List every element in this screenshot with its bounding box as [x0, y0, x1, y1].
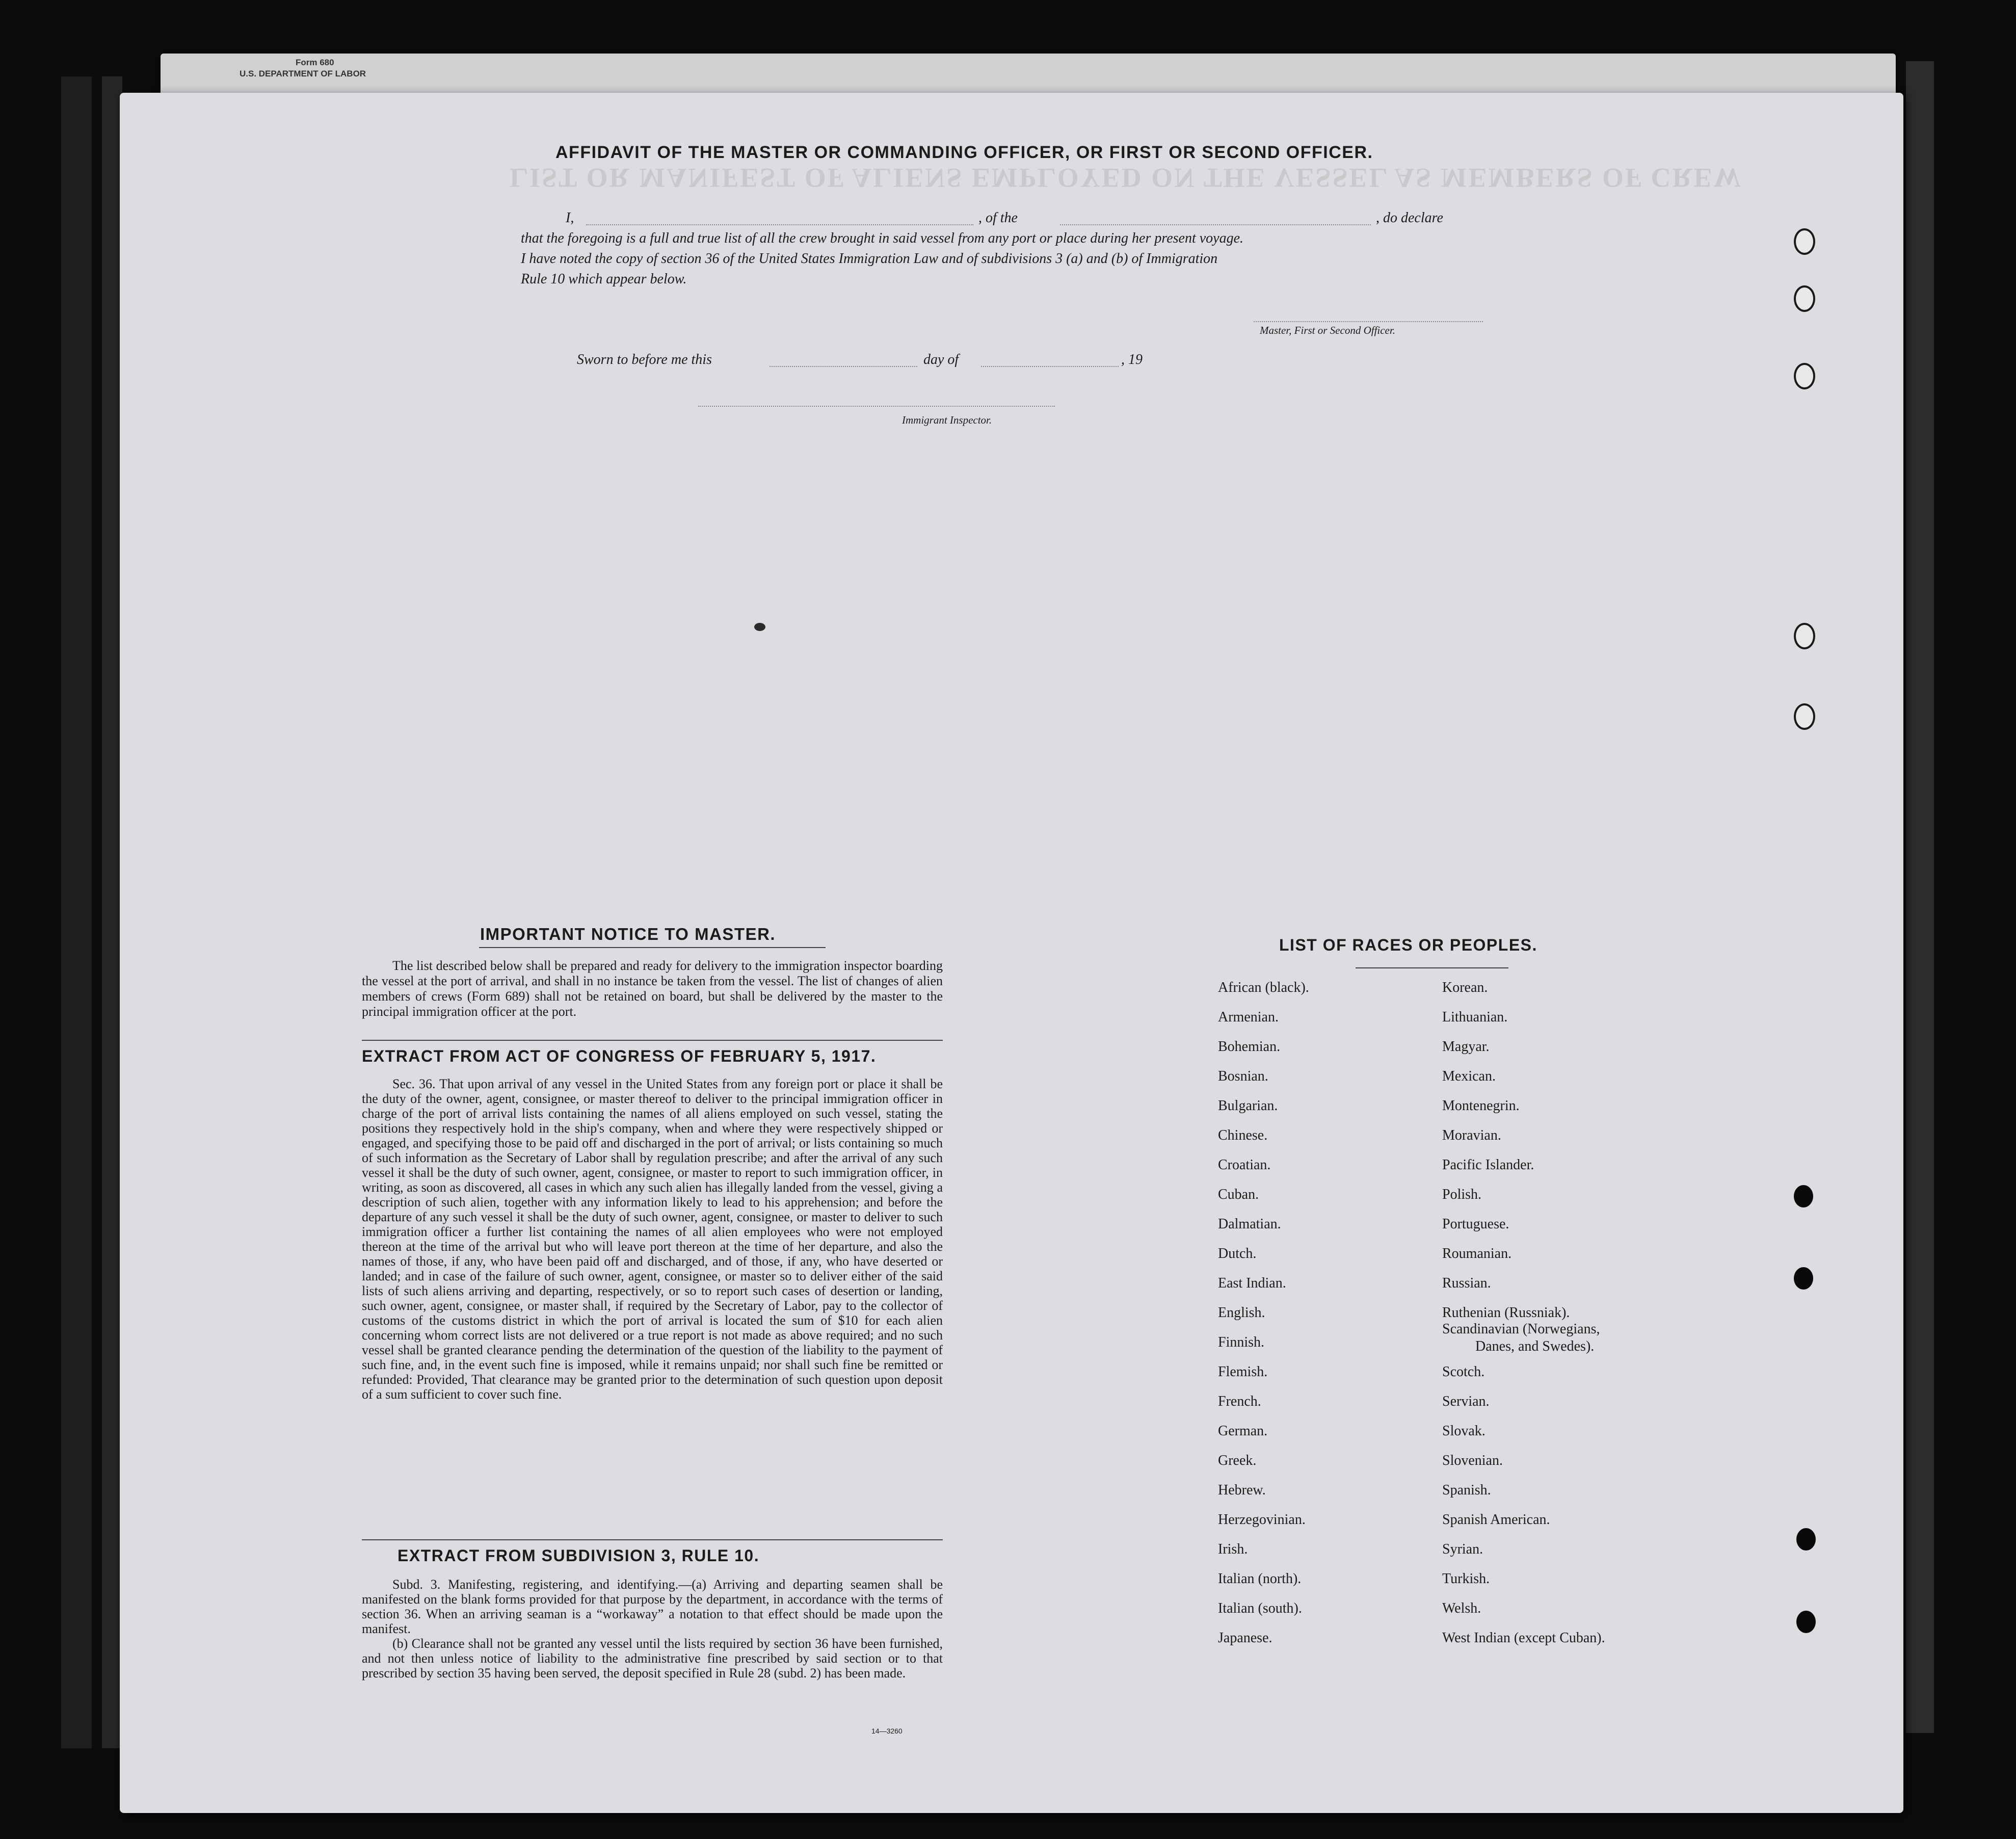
- race-right-item: Polish.: [1442, 1187, 1482, 1202]
- binder-edge-right: [1906, 61, 1934, 1733]
- race-left-item: Dutch.: [1218, 1246, 1257, 1262]
- binder-hole-7: [1794, 1267, 1813, 1290]
- race-right-item: Turkish.: [1442, 1571, 1490, 1587]
- race-right-item: Scandinavian (Norwegians,: [1442, 1321, 1600, 1337]
- binder-hole-4: [1794, 623, 1815, 649]
- race-right-item: Pacific Islander.: [1442, 1157, 1534, 1173]
- race-continuation: Danes, and Swedes).: [1475, 1338, 1595, 1354]
- races-title-rule: [1356, 967, 1508, 968]
- race-left-item: Finnish.: [1218, 1334, 1265, 1350]
- print-code: 14—3260: [871, 1727, 903, 1735]
- notice-title: IMPORTANT NOTICE TO MASTER.: [480, 925, 776, 943]
- affidavit-line3: I have noted the copy of section 36 of the United States Immigration Law and of subdivisions 3 (a) and (b) of Immigration: [521, 251, 1218, 267]
- race-right-item: Korean.: [1442, 980, 1488, 995]
- race-left-item: Herzegovinian.: [1218, 1512, 1306, 1528]
- race-right-item: Magyar.: [1442, 1039, 1490, 1055]
- race-right-item: Slovak.: [1442, 1423, 1486, 1439]
- day-of-text: day of: [923, 352, 959, 367]
- binder-hole-9: [1796, 1611, 1816, 1633]
- affidavit-line4: Rule 10 which appear below.: [521, 271, 687, 287]
- race-left-item: Hebrew.: [1218, 1482, 1266, 1498]
- binder-hole-5: [1794, 703, 1815, 730]
- binder-hole-3: [1794, 363, 1815, 389]
- subdivision-a-text: Subd. 3. Manifesting, registering, and identifying.—(a) Arriving and departing seamen shall be manifested on the blank forms provided for that purpose by the department, in accordance with the terms of section 36. When an arriving seaman is a “workaway” a notation to that effect should be made upon the manifest.: [362, 1577, 943, 1636]
- form-number: Form 680: [296, 58, 334, 67]
- inspector-label: Immigrant Inspector.: [902, 414, 992, 426]
- affidavit-line2: that the foregoing is a full and true list of all the crew brought in said vessel from any port or place during her present voyage.: [521, 230, 1244, 246]
- extract-rule-title: EXTRACT FROM SUBDIVISION 3, RULE 10.: [397, 1546, 760, 1565]
- officer-signature-line: [1254, 321, 1483, 322]
- race-right-item: Welsh.: [1442, 1600, 1481, 1616]
- sworn-text: Sworn to before me this: [577, 352, 712, 367]
- race-right-item: Spanish.: [1442, 1482, 1491, 1498]
- race-right-item: Moravian.: [1442, 1127, 1501, 1143]
- form-header: [240, 57, 366, 80]
- race-left-item: Italian (north).: [1218, 1571, 1302, 1587]
- race-right-item: Scotch.: [1442, 1364, 1485, 1380]
- binder-edge-left-2: [102, 76, 122, 1748]
- extract-act-rule: [362, 1040, 943, 1041]
- vessel-blank: [1060, 224, 1371, 225]
- inspector-signature-line: [698, 406, 1055, 407]
- race-left-item: English.: [1218, 1305, 1265, 1321]
- race-left-item: Bulgarian.: [1218, 1098, 1278, 1114]
- race-left-item: Greek.: [1218, 1453, 1257, 1468]
- affidavit-line1-i: I,: [566, 210, 574, 226]
- officer-label: Master, First or Second Officer.: [1260, 324, 1395, 336]
- race-left-item: Dalmatian.: [1218, 1216, 1281, 1232]
- binder-hole-6: [1794, 1185, 1813, 1207]
- extract-act-body: [362, 1076, 943, 1402]
- race-left-item: French.: [1218, 1394, 1261, 1409]
- department-name: U.S. DEPARTMENT OF LABOR: [240, 69, 366, 78]
- race-left-item: Irish.: [1218, 1541, 1248, 1557]
- notice-body: [362, 958, 943, 1019]
- affidavit-line1-declare: , do declare: [1376, 210, 1443, 226]
- race-right-item: Lithuanian.: [1442, 1009, 1508, 1025]
- notice-title-rule: [479, 947, 826, 948]
- race-left-item: German.: [1218, 1423, 1268, 1439]
- race-left-item: Bohemian.: [1218, 1039, 1281, 1055]
- race-right-item: Syrian.: [1442, 1541, 1483, 1557]
- race-left-item: Italian (south).: [1218, 1600, 1302, 1616]
- race-left-item: Chinese.: [1218, 1127, 1268, 1143]
- race-left-item: Japanese.: [1218, 1630, 1272, 1646]
- race-right-item: West Indian (except Cuban).: [1442, 1630, 1605, 1646]
- notice-text: The list described below shall be prepared and ready for delivery to the immigration inspector boarding the vessel at the port of arrival, and shall in no instance be taken from the vessel. The list of changes of alien members of crews (Form 689) shall not be retained on board, but shall be delivered by the master to the principal immigration officer at the port.: [362, 958, 943, 1019]
- binder-hole-8: [1796, 1528, 1816, 1551]
- race-left-item: Cuban.: [1218, 1187, 1259, 1202]
- extract-act-title: EXTRACT FROM ACT OF CONGRESS OF FEBRUARY 5, 1917.: [362, 1047, 877, 1065]
- race-right-item: Mexican.: [1442, 1068, 1496, 1084]
- races-title: LIST OF RACES OR PEOPLES.: [1279, 936, 1537, 954]
- binder-edge-left: [61, 76, 92, 1748]
- race-right-item: Portuguese.: [1442, 1216, 1509, 1232]
- extract-rule-rule: [362, 1539, 943, 1540]
- manifest-page: [120, 93, 1903, 1813]
- bleed-through-title: LIST OR MANIFEST OF ALIENS EMPLOYED ON THE VESSEL AS MEMBERS OF CREW: [510, 163, 1743, 193]
- year-text: , 19: [1121, 352, 1143, 367]
- section-36-text: Sec. 36. That upon arrival of any vessel in the United States from any foreign port or place it shall be the duty of the owner, agent, consignee, or master thereof to deliver to the principal immigration officer in charge of the port of arrival lists containing the names of all aliens employed on such vessel, stating the positions they respectively hold in the ship's company, when and where they were respectively shipped or engaged, and specifying those to be paid off and discharged in the port of arrival; or lists containing so much of such information as the Secretary of Labor shall by regulation prescribe; and after the arrival of any such vessel it shall be the duty of such owner, agent, consignee, or master to report to such immigration officer, in writing, as soon as discovered, all cases in which any such alien has illegally landed from the vessel, giving a description of such alien, together with any information likely to lead to his apprehension; and before the departure of any such vessel it shall be the duty of such owner, agent, consignee, or master to deliver to such immigration officer a further list containing the names of all alien employees who were not employed thereon at the time of the arrival but who will leave port thereon at the time of her departure, and also the names of those, if any, who have been paid off and discharged, and of those, if any, who have deserted or landed; and in case of the failure of such owner, agent, consignee, or master so to deliver either of the said lists of such aliens arriving and departing, respectively, or so to report such cases of desertion or landing, such owner, agent, consignee, or master shall, if required by the Secretary of Labor, pay to the collector of customs of the customs district in which the port of arrival is located the sum of $10 for each alien concerning whom correct lists are not delivered or a true report is not made as above required; and no such vessel shall be granted clearance pending the determination of the question of the liability to the payment of such fine, and, in the event such fine is imposed, while it remains unpaid; nor shall such fine be remitted or refunded: Provided, That clearance may be granted prior to the determination of such question upon deposit of a sum sufficient to cover such fine.: [362, 1076, 943, 1402]
- race-right-item: Spanish American.: [1442, 1512, 1550, 1528]
- race-right-item: Servian.: [1442, 1394, 1490, 1409]
- extract-rule-body: [362, 1577, 943, 1680]
- ink-smudge: [754, 623, 765, 631]
- name-blank: [586, 224, 973, 225]
- race-left-item: Croatian.: [1218, 1157, 1271, 1173]
- month-blank: [981, 366, 1119, 367]
- affidavit-line1-of-the: , of the: [978, 210, 1018, 226]
- race-right-item: Russian.: [1442, 1275, 1491, 1291]
- race-right-item: Ruthenian (Russniak).: [1442, 1305, 1570, 1321]
- affidavit-title: AFFIDAVIT OF THE MASTER OR COMMANDING OFFICER, OR FIRST OR SECOND OFFICER.: [555, 143, 1373, 162]
- binder-hole-1: [1794, 228, 1815, 255]
- binder-hole-2: [1794, 285, 1815, 312]
- subdivision-b-text: (b) Clearance shall not be granted any vessel until the lists required by section 36 have been furnished, and not then unless notice of liability to the administrative fine prescribed by said section or to that prescribed by section 35 having been served, the deposit specified in Rule 28 (subd. 2) has been made.: [362, 1636, 943, 1680]
- race-left-item: Armenian.: [1218, 1009, 1279, 1025]
- race-right-item: Slovenian.: [1442, 1453, 1503, 1468]
- race-right-item: Roumanian.: [1442, 1246, 1512, 1262]
- race-left-item: Flemish.: [1218, 1364, 1268, 1380]
- race-left-item: African (black).: [1218, 980, 1309, 995]
- race-left-item: Bosnian.: [1218, 1068, 1268, 1084]
- sworn-day-blank: [770, 366, 917, 367]
- race-right-item: Montenegrin.: [1442, 1098, 1520, 1114]
- race-left-item: East Indian.: [1218, 1275, 1286, 1291]
